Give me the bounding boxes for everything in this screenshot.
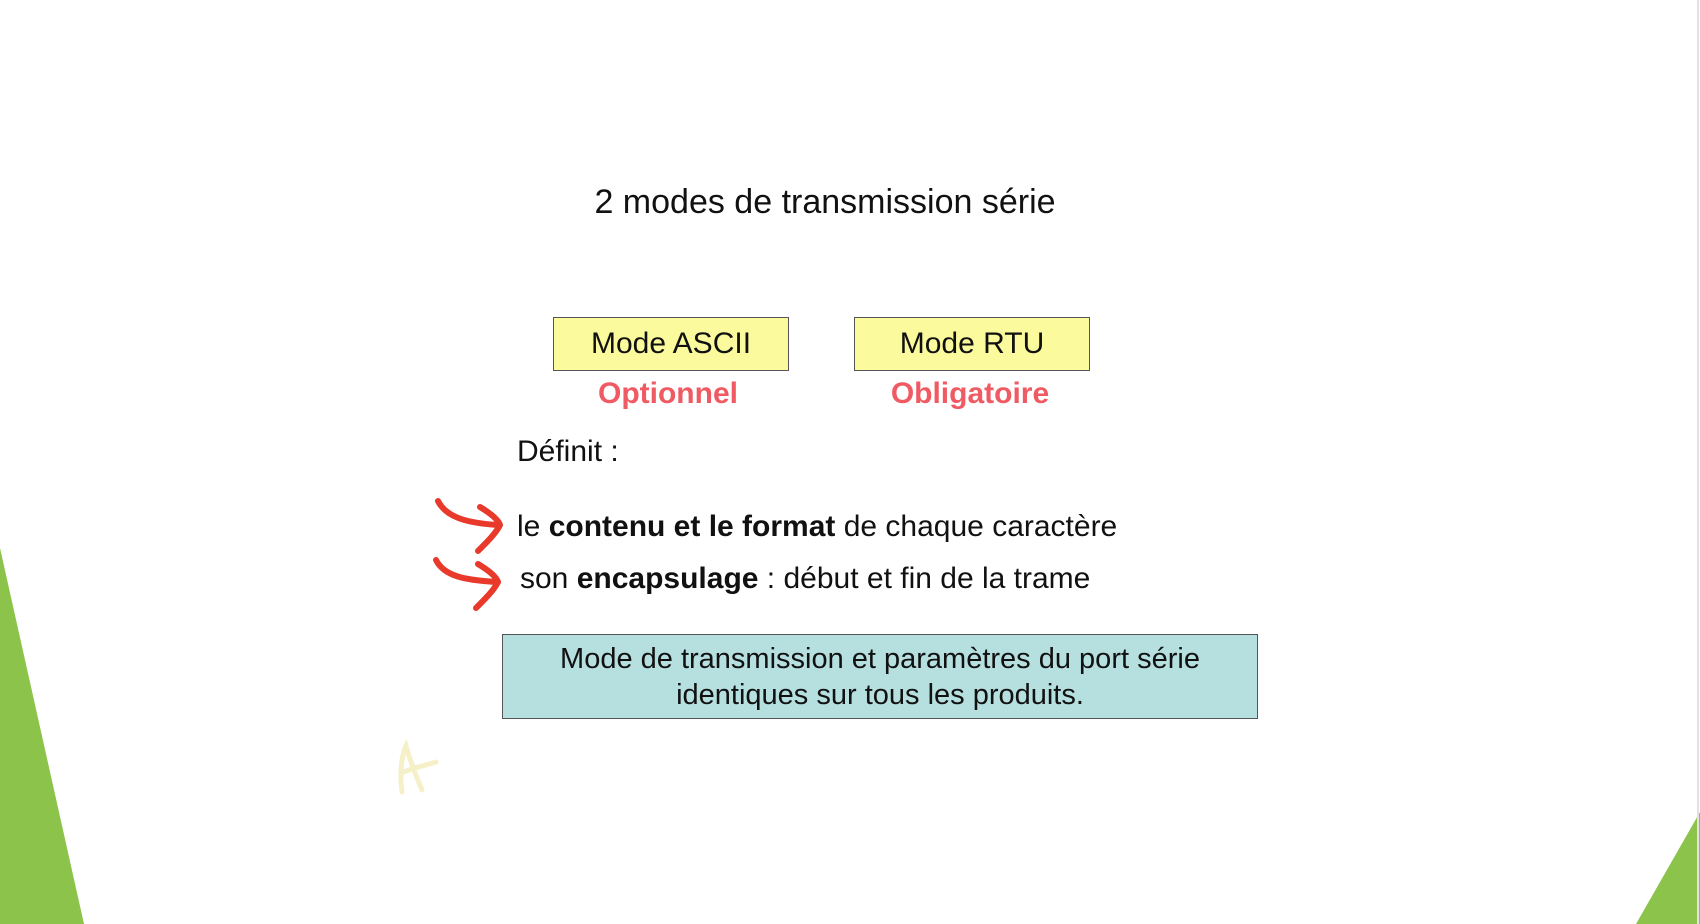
info-box-line-2: identiques sur tous les produits. bbox=[676, 678, 1084, 711]
left-green-triangle bbox=[0, 548, 84, 924]
slide-title: 2 modes de transmission série bbox=[594, 183, 1056, 221]
mode-ascii-box: Mode ASCII bbox=[553, 317, 789, 371]
bullet-suffix: : début et fin de la trame bbox=[758, 562, 1091, 595]
bullet-prefix: le bbox=[517, 510, 549, 543]
right-green-triangle bbox=[1636, 812, 1700, 924]
bullet-bold: encapsulage bbox=[576, 562, 759, 595]
mode-rtu-box: Mode RTU bbox=[854, 317, 1090, 371]
mode-ascii-status: Optionnel bbox=[598, 377, 738, 410]
info-box-line-1: Mode de transmission et paramètres du port série bbox=[560, 642, 1200, 675]
bullet-bold: contenu et le format bbox=[548, 510, 836, 543]
mode-rtu-status: Obligatoire bbox=[890, 377, 1050, 410]
bullet-item-encapsulage bbox=[520, 562, 1090, 596]
faint-scribble-icon bbox=[392, 738, 462, 798]
bullet-prefix: son bbox=[520, 562, 577, 595]
definit-label: Définit : bbox=[517, 435, 619, 468]
bullet-suffix: de chaque caractère bbox=[835, 510, 1118, 543]
bullet-item-contenu bbox=[517, 510, 1117, 544]
hand-drawn-arrow-icon bbox=[430, 552, 510, 612]
hand-drawn-arrow-icon bbox=[432, 495, 512, 555]
info-box bbox=[502, 634, 1258, 719]
